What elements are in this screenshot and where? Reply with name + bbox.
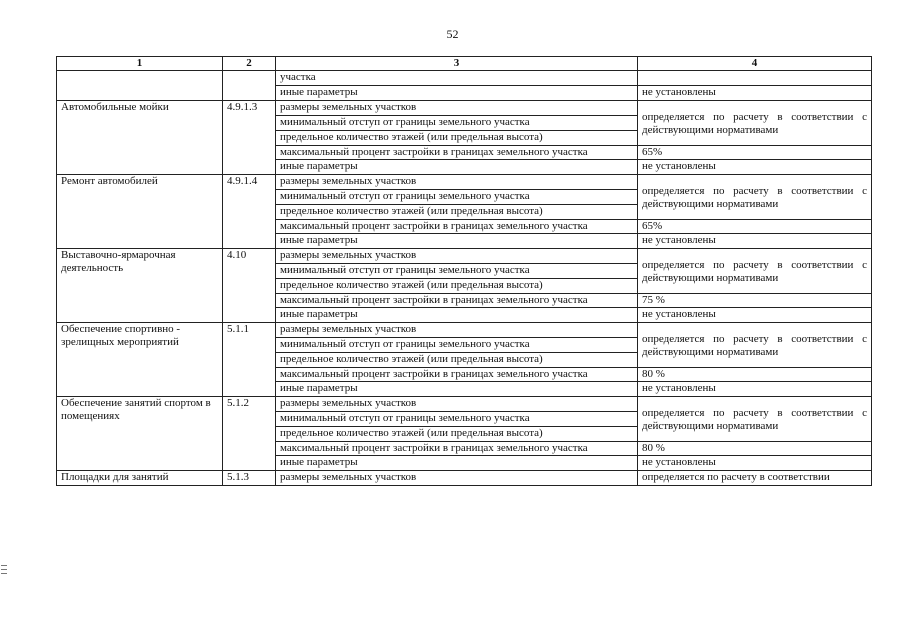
requirement-value: определяется по расчету в соответствии с действующими нормативами <box>638 101 872 146</box>
land-use-parameters-table <box>56 56 872 486</box>
param-cell: предельное количество этажей (или предельная высота) <box>276 427 638 442</box>
param-cell: минимальный отступ от границы земельного участка <box>276 116 638 131</box>
param-cell: участка <box>276 71 638 86</box>
param-cell: размеры земельных участков <box>276 323 638 338</box>
param-cell: иные параметры <box>276 160 638 175</box>
table-row <box>57 323 872 338</box>
requirement-value: определяется по расчету в соответствии с действующими нормативами <box>638 323 872 368</box>
param-cell: максимальный процент застройки в границах земельного участка <box>276 442 638 456</box>
other-params-value: не установлены <box>638 308 872 323</box>
param-cell: предельное количество этажей (или предельная высота) <box>276 279 638 294</box>
use-type-name: Обеспечение занятий спортом в помещениях <box>57 397 223 471</box>
table-row <box>57 175 872 190</box>
param-cell: предельное количество этажей (или предельная высота) <box>276 131 638 146</box>
use-type-code: 4.9.1.3 <box>223 101 276 175</box>
other-params-value: не установлены <box>638 382 872 397</box>
continuation-name-cell <box>57 71 223 101</box>
table-row <box>57 249 872 264</box>
requirement-value: определяется по расчету в соответствии <box>638 471 872 486</box>
param-cell: максимальный процент застройки в границах земельного участка <box>276 146 638 160</box>
param-cell: иные параметры <box>276 308 638 323</box>
param-cell: размеры земельных участков <box>276 175 638 190</box>
param-cell: минимальный отступ от границы земельного участка <box>276 338 638 353</box>
header-col-1: 1 <box>57 57 223 71</box>
use-type-name: Выставочно-ярмарочная деятельность <box>57 249 223 323</box>
param-cell: иные параметры <box>276 382 638 397</box>
page-number: 52 <box>446 27 459 41</box>
param-cell: максимальный процент застройки в границах земельного участка <box>276 220 638 234</box>
param-cell: размеры земельных участков <box>276 397 638 412</box>
use-type-name: Ремонт автомобилей <box>57 175 223 249</box>
use-type-name: Обеспечение спортивно - зрелищных мероприятий <box>57 323 223 397</box>
param-cell: максимальный процент застройки в границах земельного участка <box>276 368 638 382</box>
use-type-code: 4.10 <box>223 249 276 323</box>
other-params-value: не установлены <box>638 86 872 101</box>
requirement-value: определяется по расчету в соответствии с действующими нормативами <box>638 249 872 294</box>
param-cell: иные параметры <box>276 86 638 101</box>
use-type-code: 4.9.1.4 <box>223 175 276 249</box>
param-cell: размеры земельных участков <box>276 471 638 486</box>
use-type-code: 5.1.1 <box>223 323 276 397</box>
param-cell: предельное количество этажей (или предельная высота) <box>276 353 638 368</box>
param-cell: размеры земельных участков <box>276 249 638 264</box>
header-col-4: 4 <box>638 57 872 71</box>
continuation-code-cell <box>223 71 276 101</box>
table-row <box>57 101 872 116</box>
coverage-value: 75 % <box>638 294 872 308</box>
use-type-name: Площадки для занятий <box>57 471 223 486</box>
param-cell: предельное количество этажей (или предельная высота) <box>276 205 638 220</box>
coverage-value: 65% <box>638 220 872 234</box>
header-row <box>57 57 872 71</box>
requirement-value: определяется по расчету в соответствии с действующими нормативами <box>638 397 872 442</box>
param-cell: иные параметры <box>276 456 638 471</box>
other-params-value: не установлены <box>638 234 872 249</box>
param-cell: иные параметры <box>276 234 638 249</box>
use-type-name: Автомобильные мойки <box>57 101 223 175</box>
use-type-code: 5.1.3 <box>223 471 276 486</box>
header-col-3: 3 <box>276 57 638 71</box>
param-cell: минимальный отступ от границы земельного участка <box>276 412 638 427</box>
coverage-value: 80 % <box>638 368 872 382</box>
other-params-value: не установлены <box>638 160 872 175</box>
table-row <box>57 71 872 86</box>
use-type-code: 5.1.2 <box>223 397 276 471</box>
param-cell: размеры земельных участков <box>276 101 638 116</box>
table-row <box>57 397 872 412</box>
coverage-value: 80 % <box>638 442 872 456</box>
param-cell: минимальный отступ от границы земельного участка <box>276 190 638 205</box>
value-cell-empty <box>638 71 872 86</box>
param-cell: минимальный отступ от границы земельного участка <box>276 264 638 279</box>
requirement-value: определяется по расчету в соответствии с действующими нормативами <box>638 175 872 220</box>
other-params-value: не установлены <box>638 456 872 471</box>
table-row <box>57 471 872 486</box>
param-cell: максимальный процент застройки в границах земельного участка <box>276 294 638 308</box>
coverage-value: 65% <box>638 146 872 160</box>
margin-mark <box>1 565 7 579</box>
header-col-2: 2 <box>223 57 276 71</box>
